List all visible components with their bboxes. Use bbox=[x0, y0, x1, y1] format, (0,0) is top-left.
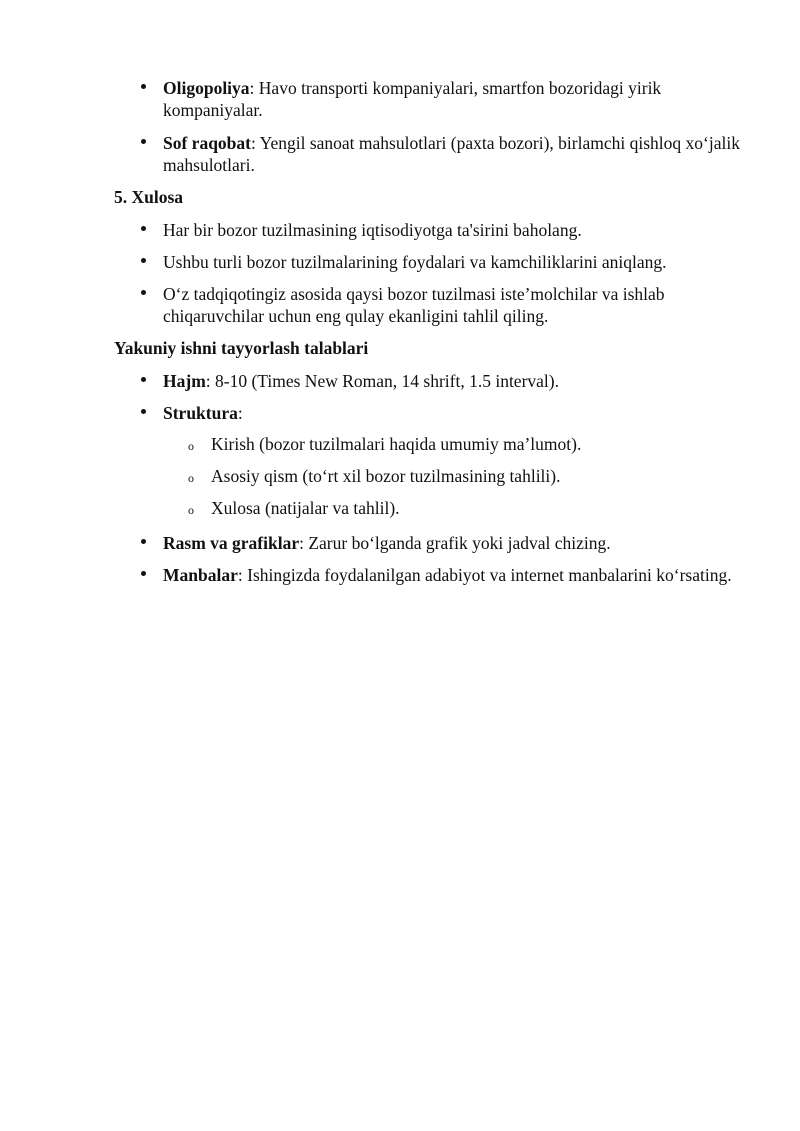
bullet-marker bbox=[140, 139, 148, 147]
bullet-marker bbox=[140, 377, 148, 385]
text-manbalar: : Ishingizda foydalanilgan adabiyot va internet manbalarini ko‘rsating. bbox=[237, 565, 732, 585]
list-item-rasm bbox=[163, 532, 743, 554]
bullet-marker bbox=[140, 258, 148, 266]
list-item-xulosa-1: Har bir bozor tuzilmasining iqtisodiyotga ta'sirini baholang. bbox=[163, 220, 582, 240]
term-rasm: Rasm va grafiklar bbox=[163, 533, 300, 553]
bullet-marker bbox=[140, 571, 148, 579]
text-struktura: : bbox=[237, 403, 243, 423]
text-hajm: : 8-10 (Times New Roman, 14 shrift, 1.5 interval). bbox=[205, 371, 559, 391]
sub-item-xulosa: Xulosa (natijalar va tahlil). bbox=[211, 498, 400, 518]
sub-bullet-marker: o bbox=[188, 503, 194, 517]
term-hajm: Hajm bbox=[163, 371, 206, 391]
bullet-marker bbox=[140, 84, 148, 92]
list-item-hajm bbox=[163, 370, 743, 392]
bullet-marker bbox=[140, 539, 148, 547]
list-item-sof-raqobat bbox=[163, 132, 743, 176]
list-item-xulosa-2: Ushbu turli bozor tuzilmalarining foydalari va kamchiliklarini aniqlang. bbox=[163, 252, 667, 272]
bullet-marker bbox=[140, 290, 148, 298]
list-item-xulosa-3: O‘z tadqiqotingiz asosida qaysi bozor tuzilmasi iste’molchilar va ishlab chiqaruvchilar uchun eng qulay ekanligini tahlil qiling. bbox=[163, 284, 665, 326]
sub-item-kirish: Kirish (bozor tuzilmalari haqida umumiy ma’lumot). bbox=[211, 434, 582, 454]
section-heading-talablar: Yakuniy ishni tayyorlash talablari bbox=[114, 338, 369, 358]
list-item-struktura bbox=[163, 402, 743, 424]
sub-bullet-marker: o bbox=[188, 471, 194, 485]
bullet-marker bbox=[140, 409, 148, 417]
text-sof-raqobat: : Yengil sanoat mahsulotlari (paxta bozori), birlamchi qishloq xo‘jalik mahsulotlari. bbox=[163, 133, 740, 175]
bullet-marker bbox=[140, 226, 148, 234]
term-manbalar: Manbalar bbox=[163, 565, 238, 585]
term-oligopoliya: Oligopoliya bbox=[163, 78, 250, 98]
section-heading-xulosa: 5. Xulosa bbox=[114, 187, 184, 207]
term-struktura: Struktura bbox=[163, 403, 238, 423]
sub-item-asosiy-qism: Asosiy qism (to‘rt xil bozor tuzilmasining tahlili). bbox=[211, 466, 561, 486]
term-sof-raqobat: Sof raqobat bbox=[163, 133, 251, 153]
list-item-manbalar bbox=[163, 564, 743, 586]
list-item-oligopoliya bbox=[163, 77, 743, 121]
sub-bullet-marker: o bbox=[188, 439, 194, 453]
text-oligopoliya: : Havo transporti kompaniyalari, smartfon bozoridagi yirik kompaniyalar. bbox=[163, 78, 662, 120]
text-rasm: : Zarur bo‘lganda grafik yoki jadval chizing. bbox=[299, 533, 611, 553]
